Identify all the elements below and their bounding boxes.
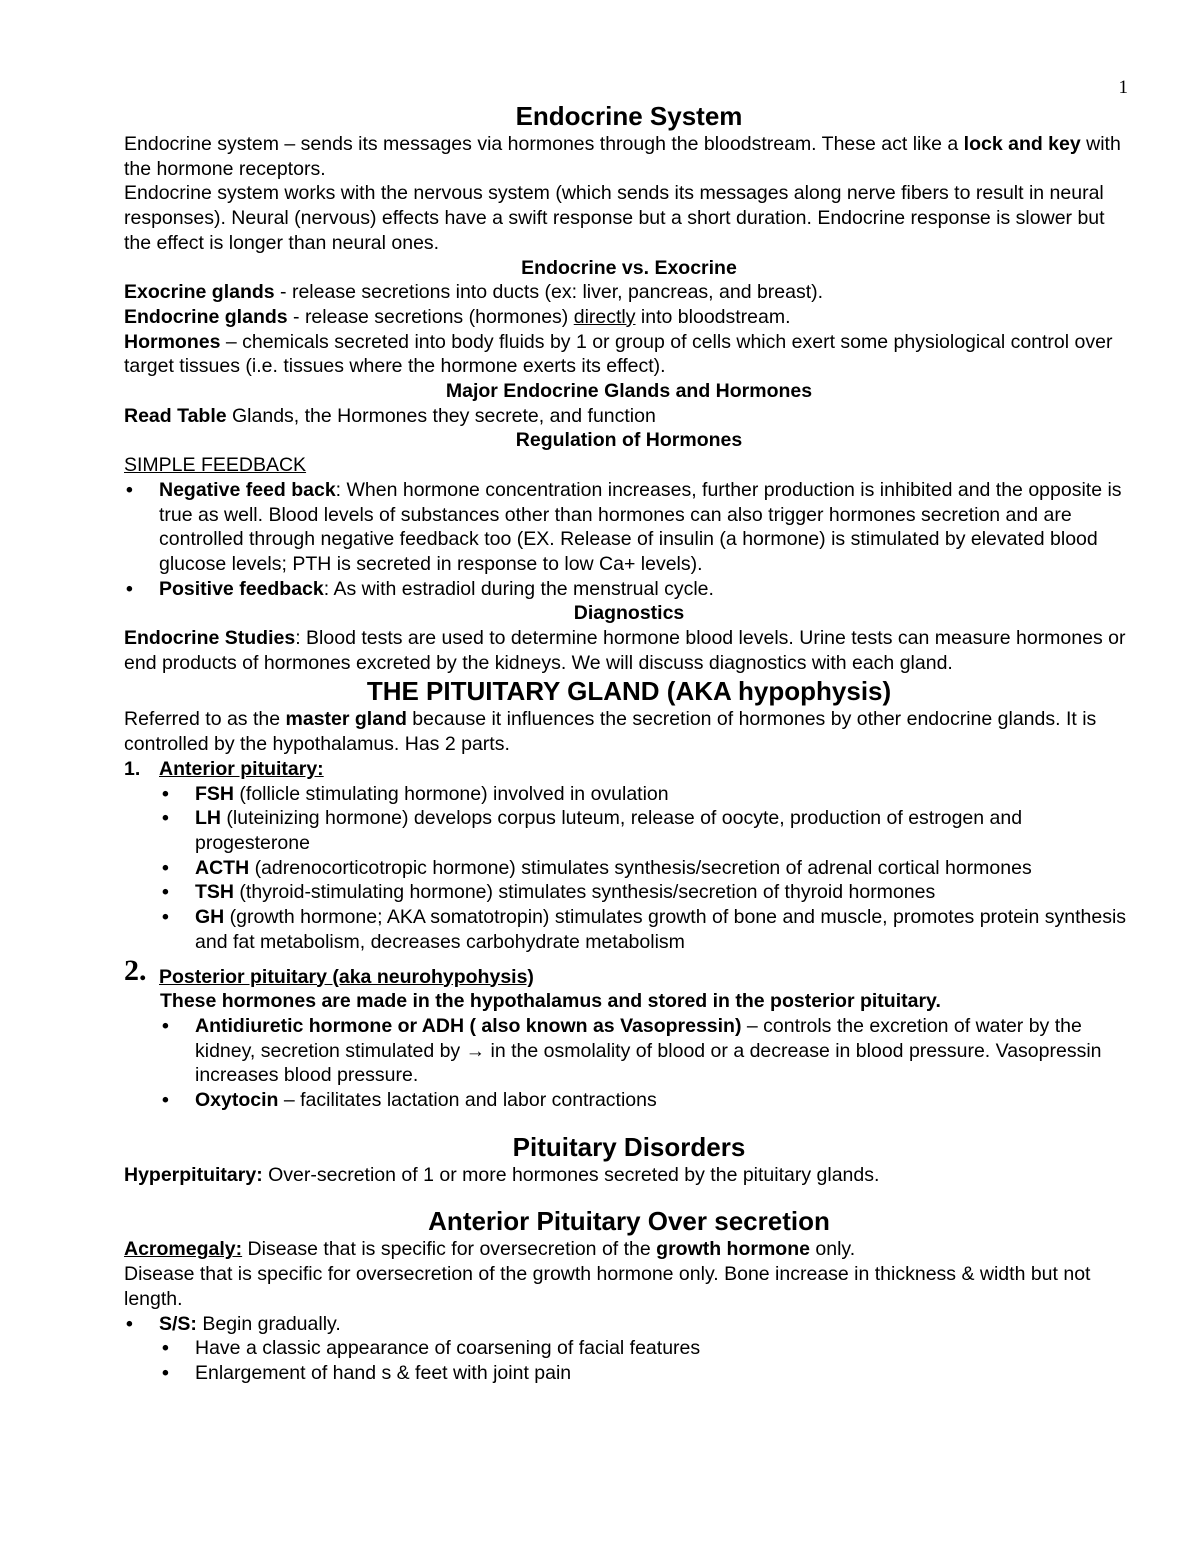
acromegaly-paragraph: Disease that is specific for oversecretion of the growth hormone only. Bone increase in thickness & width but not length. <box>124 1263 1091 1310</box>
hormone-term: FSH <box>195 782 234 805</box>
list-item <box>160 880 1134 905</box>
endocrine-text-end: into bloodstream. <box>635 305 791 328</box>
hormone-text: (follicle stimulating hormone) involved in ovulation <box>234 782 669 805</box>
hormone-term: Antidiuretic hormone or ADH ( also known as Vasopressin) <box>195 1014 742 1037</box>
signs-symptoms-text: Begin gradually. <box>196 1312 341 1335</box>
directly-underlined: directly <box>573 305 636 328</box>
posterior-hormone-list <box>124 1014 1134 1113</box>
read-table-line <box>124 404 1134 429</box>
page-number: 1 <box>1118 77 1128 98</box>
hormone-text: (adrenocorticotropic hormone) stimulates synthesis/secretion of adrenal cortical hormones <box>249 856 1032 879</box>
negative-feedback-text: : When hormone concentration increases, further production is inhibited and the opposite is true as well. Blood levels of substances other than hormones can also trigger hormones secretion and are controlled through negative feedback too (EX. Release of insulin (a hormone) is stimulated by elevated blood glucose levels; PTH is secreted in response to low Ca+ levels). <box>159 478 1122 575</box>
diagnostics-heading: Diagnostics <box>573 602 685 625</box>
acromegaly-text: Disease that is specific for oversecretion of the <box>242 1238 657 1261</box>
exocrine-text: - release secretions into ducts (ex: liver, pancreas, and breast). <box>274 281 824 304</box>
hormone-term: ACTH <box>195 856 250 879</box>
hormones-text: – chemicals secreted into body fluids by 1 or group of cells which exert some physiological control over target tissues (i.e. tissues where the hormone exerts its effect). <box>124 330 1113 378</box>
hormones-term: Hormones <box>124 330 221 353</box>
hormone-text: – facilitates lactation and labor contractions <box>278 1089 657 1112</box>
anterior-oversecretion-heading: Anterior Pituitary Over secretion <box>428 1206 830 1237</box>
growth-hormone-term: growth hormone <box>656 1238 810 1261</box>
endocrine-text: - release secretions (hormones) <box>287 305 574 328</box>
hormone-text: (thyroid-stimulating hormone) stimulates synthesis/secretion of thyroid hormones <box>234 881 936 904</box>
list-item <box>124 577 1134 602</box>
vs-heading: Endocrine vs. Exocrine <box>521 256 737 279</box>
hormone-text: (growth hormone; AKA somatotropin) stimulates growth of bone and muscle, promotes protein synthesis and fat metabolism, decreases carbohydrate metabolism <box>195 906 1127 953</box>
read-table-text: Glands, the Hormones they secrete, and function <box>226 404 656 427</box>
endocrine-term: Endocrine glands <box>124 305 288 328</box>
hormone-term: LH <box>195 807 221 830</box>
posterior-pituitary-label: Posterior pituitary (aka neurohypohysis) <box>159 965 534 988</box>
hormone-term: TSH <box>195 881 234 904</box>
signs-symptoms-list <box>124 1312 1134 1337</box>
spacer <box>124 1113 1134 1131</box>
list-item: • Have a classic appearance of coarsening of facial features <box>160 1336 1134 1361</box>
hormone-text: (luteinizing hormone) develops corpus luteum, release of oocyte, production of estrogen and progesterone <box>195 807 1023 854</box>
list-item <box>160 856 1134 881</box>
hormone-term: GH <box>195 906 225 929</box>
pituitary-intro-text: Referred to as the <box>124 708 286 731</box>
anterior-pituitary-label: Anterior pituitary: <box>159 757 324 780</box>
pituitary-intro-text-end: because it influences the secretion of hormones by other endocrine glands. It is controlled by the hypothalamus. Has 2 parts. <box>124 708 1097 756</box>
list-number: 2. <box>124 953 147 987</box>
posterior-note: These hormones are made in the hypothalamus and stored in the posterior pituitary. <box>160 990 941 1013</box>
diagnostics-text: : Blood tests are used to determine hormone blood levels. Urine tests can measure hormones or end products of hormones excreted by the kidneys. We will discuss diagnostics with each gland. <box>124 627 1126 674</box>
exocrine-term: Exocrine glands <box>124 281 275 304</box>
pituitary-disorders-heading: Pituitary Disorders <box>512 1131 746 1162</box>
intro-text-end: with the hormone receptors. <box>124 133 1121 180</box>
posterior-pituitary-heading <box>124 953 1134 990</box>
hyperpituitary-term: Hyperpituitary: <box>124 1163 263 1186</box>
intro-paragraph-1 <box>124 132 1134 181</box>
negative-feedback-term: Negative feed back <box>159 478 336 501</box>
major-glands-heading: Major Endocrine Glands and Hormones <box>445 380 813 403</box>
hormone-term: Oxytocin <box>195 1089 279 1112</box>
hyperpituitary-line <box>124 1163 1134 1188</box>
page-content <box>124 100 1134 1386</box>
anterior-hormone-list <box>124 782 1134 955</box>
regulation-heading: Regulation of Hormones <box>515 429 743 452</box>
list-item <box>160 1088 1134 1113</box>
exocrine-definition <box>124 280 1134 305</box>
signs-symptoms-sublist <box>124 1336 1134 1385</box>
endocrine-studies-term: Endocrine Studies <box>124 627 296 650</box>
list-item <box>160 806 1134 855</box>
simple-feedback-heading: SIMPLE FEEDBACK <box>124 454 307 477</box>
positive-feedback-term: Positive feedback <box>159 577 324 600</box>
acromegaly-term: Acromegaly: <box>124 1238 243 1261</box>
list-item <box>160 1014 1134 1088</box>
document-title: Endocrine System <box>515 101 743 131</box>
spacer <box>124 1187 1134 1205</box>
feedback-list <box>124 478 1134 602</box>
signs-symptoms-term: S/S: <box>159 1312 197 1335</box>
intro-text: Endocrine system – sends its messages via hormones through the bloodstream. These act like a <box>124 133 964 155</box>
intro-paragraph-2: Endocrine system works with the nervous system (which sends its messages along nerve fibers to result in neural responses). Neural (nervous) effects have a swift response but a short duration. Endocrine response is slower but the effect is longer than neural ones. <box>124 182 1105 254</box>
hormones-definition <box>124 330 1134 379</box>
read-table-term: Read Table <box>124 404 227 427</box>
master-gland-term: master gland <box>285 708 407 731</box>
anterior-pituitary-heading <box>124 757 1134 782</box>
list-item <box>160 782 1134 807</box>
diagnostics-paragraph <box>124 626 1134 675</box>
endocrine-definition <box>124 305 1134 330</box>
pituitary-heading: THE PITUITARY GLAND (AKA hypophysis) <box>366 676 892 707</box>
list-item <box>124 1312 1134 1337</box>
positive-feedback-text: : As with estradiol during the menstrual cycle. <box>323 577 714 600</box>
list-item <box>160 905 1134 954</box>
acromegaly-line <box>124 1237 1134 1262</box>
list-number: 1. <box>124 757 141 780</box>
lock-and-key-term: lock and key <box>963 133 1081 155</box>
list-item <box>124 478 1134 577</box>
acromegaly-text-end: only. <box>809 1238 856 1261</box>
pituitary-intro <box>124 707 1134 756</box>
list-item: • Enlargement of hand s & feet with joint pain <box>160 1361 1134 1386</box>
hormone-text: – controls the excretion of water by the kidney, secretion stimulated by → in the osmolality of blood or a decrease in blood pressure. Vasopressin increases blood pressure. <box>195 1014 1102 1087</box>
hyperpituitary-text: Over-secretion of 1 or more hormones secreted by the pituitary glands. <box>262 1163 880 1186</box>
